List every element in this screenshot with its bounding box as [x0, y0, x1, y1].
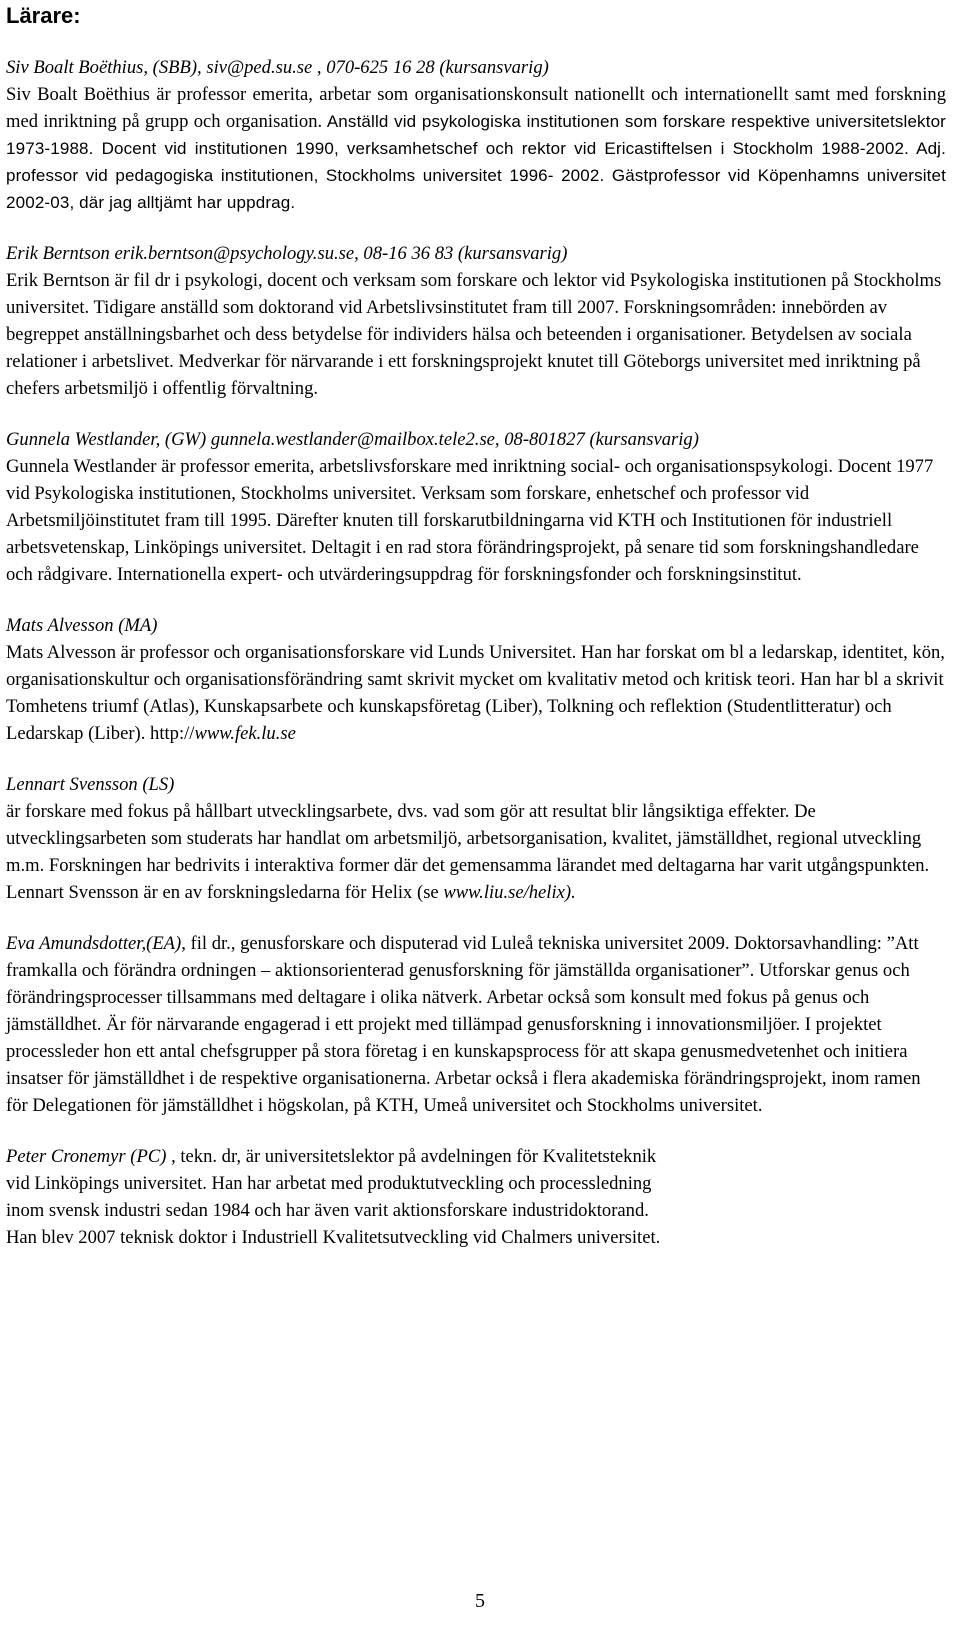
section-heading: Lärare:	[6, 3, 81, 28]
teacher-bio-text: fil dr., genusforskare och disputerad vid Luleå tekniska universitet 2009. Doktorsavhandling: ”Att framkalla och förändra ordningen – aktionsorienterad genusforskning för jämställda organisationer”. Utforskar genus och förändringsprocesser tillsammans med deltagare i olika nätverk. Arbetar också som konsult med fokus på genus och jämställdhet. Är för närvarande engagerad i ett projekt med tillämpad genusforskning i innovationsmiljöer. I projektet processleder hon ett antal chefsgrupper på stora företag i en kunskapsprocess för att skapa genusmedvetenhet och initiera insatser för jämställdhet i de respektive organisationerna. Arbetar också i flera akademiska förändringsprojekt, inom ramen för Delegationen för jämställdhet i högskolan, på KTH, Umeå universitet och Stockholms universitet.	[6, 933, 921, 1116]
teacher-bio	[6, 930, 946, 1119]
teacher-name: Eva Amundsdotter,(EA),	[6, 933, 186, 954]
teacher-bio-text: Mats Alvesson är professor och organisationsforskare vid Lunds Universitet. Han har forskat om bl a ledarskap, identitet, kön, organisationskultur och organisationsförändring samt skrivit mycket om kvalitativ metod och kritisk teori. Han har bl a skrivit Tomhetens triumf (Atlas), Kunskapsarbete och kunskapsföretag (Liber), Tolkning och reflektion (Studentlitteratur) och Ledarskap (Liber).	[6, 642, 945, 744]
teacher-link-prefix: http://	[150, 723, 195, 744]
teacher-bio-text: , tekn. dr, är universitetslektor på avdelningen för Kvalitetsteknik	[166, 1146, 657, 1167]
teacher-entry-ma	[6, 612, 946, 747]
teacher-bio-line: inom svensk industri sedan 1984 och har även varit aktionsforskare industridoktorand.	[6, 1200, 649, 1221]
teacher-bio-sans: Anställd vid psykologiska institutionen som forskare respektive universitetslektor 1973-1988. Docent vid institutionen 1990, verksamhetschef och rektor vid Ericastiftelsen i Stockholm 1988-2002. Adj. professor vid pedagogiska institutionen, Stockholms universitet 1996- 2002. Gästprofessor vid Köpenhamns universitet 2002-03, där jag alltjämt har uppdrag.	[6, 112, 946, 212]
teacher-header: Mats Alvesson (MA)	[6, 615, 158, 636]
teacher-list	[6, 54, 946, 1251]
teacher-entry-eb	[6, 240, 946, 402]
spacer	[6, 216, 946, 240]
teacher-bio-serif: Siv Boalt Boëthius är professor emerita, arbetar som organisationskonsult nationellt och internationellt samt med forskning med inriktning på grupp och organisation.	[6, 84, 946, 132]
teacher-link[interactable]: www.fek.lu.se	[194, 723, 296, 744]
teacher-name: Peter Cronemyr (PC)	[6, 1146, 167, 1167]
teacher-bio	[6, 798, 946, 906]
teacher-header: Gunnela Westlander, (GW) gunnela.westlander@mailbox.tele2.se, 08-801827 (kursansvarig)	[6, 429, 699, 450]
teacher-bio-line: Han blev 2007 teknisk doktor i Industriell Kvalitetsutveckling vid Chalmers universitet.	[6, 1227, 661, 1248]
teacher-entry-pc	[6, 1143, 946, 1251]
teacher-bio	[6, 81, 946, 216]
spacer	[6, 588, 946, 612]
teacher-header: Erik Berntson erik.berntson@psychology.su.se, 08-16 36 83 (kursansvarig)	[6, 243, 568, 264]
teacher-entry-sbb	[6, 54, 946, 216]
spacer	[6, 1119, 946, 1143]
teacher-bio-text: är forskare med fokus på hållbart utvecklingsarbete, dvs. vad som gör att resultat blir långsiktiga effekter. De utvecklingsarbeten som studerats har handlat om arbetsmiljö, arbetsorganisation, kvalitet, jämställdhet, regional utveckling m.m. Forskningen har bedrivits i interaktiva former där det gemensamma lärandet med deltagarna har varit utgångspunkten. Lennart Svensson är en av forskningsledarna för Helix (se	[6, 801, 930, 903]
spacer	[6, 906, 946, 930]
spacer	[6, 747, 946, 771]
spacer	[6, 402, 946, 426]
teacher-bio-line: vid Linköpings universitet. Han har arbetat med produktutveckling och processledning	[6, 1173, 652, 1194]
teacher-header: Lennart Svensson (LS)	[6, 774, 175, 795]
teacher-bio-line	[6, 1143, 946, 1170]
teacher-link[interactable]: www.liu.se/helix).	[443, 882, 576, 903]
teacher-bio: Gunnela Westlander är professor emerita, arbetslivsforskare med inriktning social- och organisationspsykologi. Docent 1977 vid Psykologiska institutionen, Stockholms universitet. Verksam som forskare, enhetschef och professor vid Arbetsmiljöinstitutet fram till 1995. Därefter knuten till forskarutbildningarna vid KTH och Institutionen för industriell arbetsvetenskap, Linköpings universitet. Deltagit i en rad stora förändringsprojekt, på senare tid som forskningshandledare och rådgivare. Internationella expert- och utvärderingsuppdrag för forskningsfonder och forskningsinstitut.	[6, 456, 934, 585]
teacher-entry-ea	[6, 930, 946, 1119]
teacher-entry-ls	[6, 771, 946, 906]
teacher-header: Siv Boalt Boëthius, (SBB), siv@ped.su.se , 070-625 16 28 (kursansvarig)	[6, 57, 549, 78]
page-number: 5	[475, 1590, 485, 1612]
teacher-bio	[6, 639, 946, 747]
teacher-bio: Erik Berntson är fil dr i psykologi, docent och verksam som forskare och lektor vid Psykologiska institutionen på Stockholms universitet. Tidigare anställd som doktorand vid Arbetslivsinstitutet fram till 2007. Forskningsområden: innebörden av begreppet anställningsbarhet och dess betydelse för individers hälsa och beteenden i organisationer. Betydelsen av sociala relationer i arbetslivet. Medverkar för närvarande i ett forskningsprojekt knutet till Göteborgs universitet med inriktning på chefers arbetsmiljö i offentlig förvaltning.	[6, 270, 942, 399]
teacher-entry-gw	[6, 426, 946, 588]
